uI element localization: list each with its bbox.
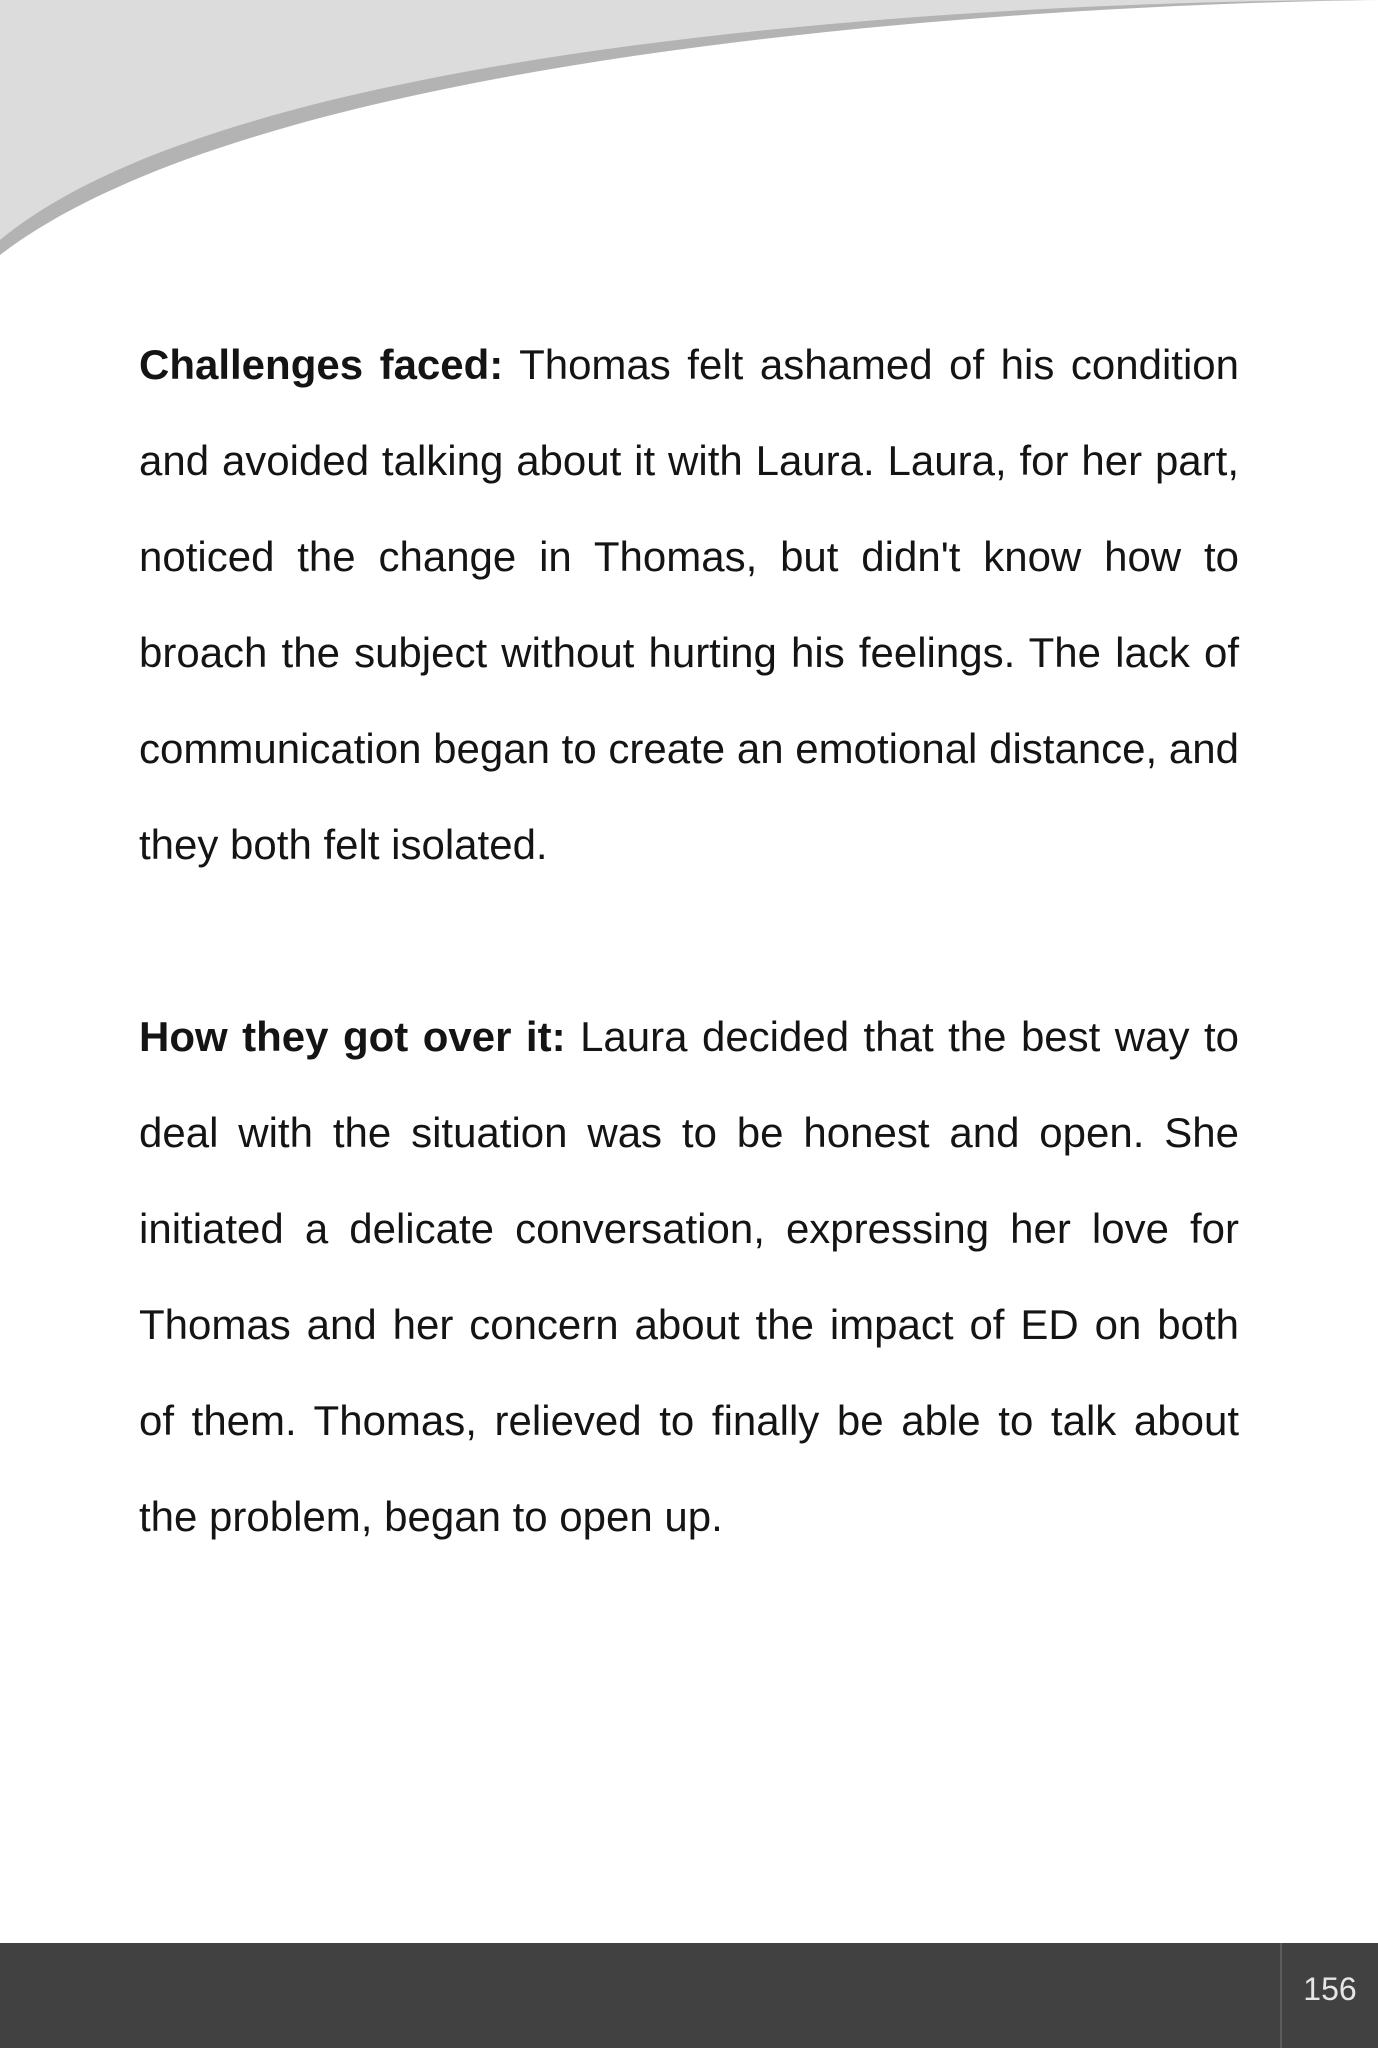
paragraph-challenges [139, 317, 1239, 893]
paragraph-text: Thomas felt ashamed of his condition and avoided talking about it with Laura. Laura, for her part, noticed the change in Thomas, but didn't know how to broach the subject without hurting his feelings. The lack of communication began to create an emotional distance, and they both felt isolated. [139, 341, 1239, 868]
swoosh-fill [0, 0, 1378, 240]
paragraph-text: Laura decided that the best way to deal with the situation was to be honest and open. She initiated a delicate conversation, expressing her love for Thomas and her concern about the impact of ED on both of them. Thomas, relieved to finally be able to talk about the problem, began to open up. [139, 1013, 1239, 1540]
paragraph-lead: Challenges faced: [139, 341, 504, 388]
top-swoosh-decoration [0, 0, 1378, 300]
paragraph-how-they-got-over-it [139, 989, 1239, 1565]
footer-bar [0, 1943, 1378, 2048]
paragraph-lead: How they got over it: [139, 1013, 566, 1060]
page-body [139, 317, 1239, 1565]
page-number: 156 [1280, 1943, 1378, 2048]
